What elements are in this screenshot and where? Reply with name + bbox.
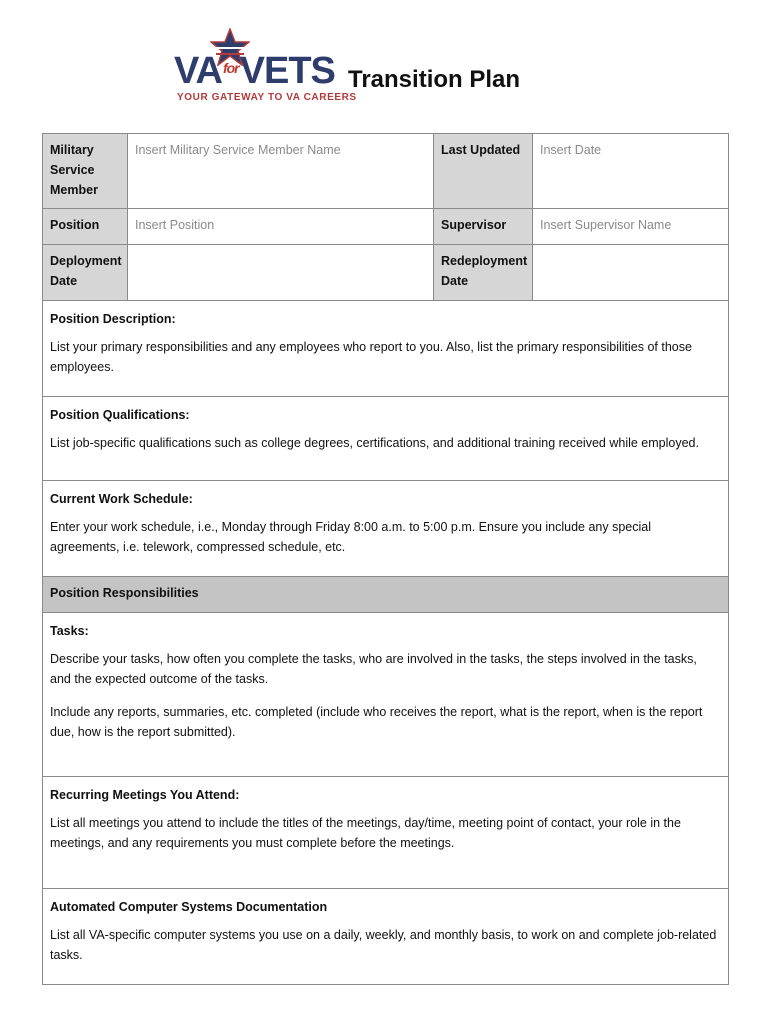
member-name-field[interactable]: Insert Military Service Member Name	[128, 134, 434, 209]
supervisor-label: Supervisor	[434, 209, 533, 245]
recurring-meetings-title: Recurring Meetings You Attend:	[50, 788, 240, 802]
work-schedule-block[interactable]	[43, 481, 729, 577]
qualifications-row	[43, 397, 729, 481]
tasks-text-2: Include any reports, summaries, etc. completed (include who receives the report, what is the report, when is the report due, how is the report submitted).	[50, 705, 703, 739]
position-description-block[interactable]	[43, 301, 729, 397]
position-responsibilities-header: Position Responsibilities	[43, 577, 729, 613]
meetings-row	[43, 777, 729, 889]
recurring-meetings-block[interactable]	[43, 777, 729, 889]
deployment-date-field[interactable]	[128, 245, 434, 301]
redeployment-date-label: Redeployment Date	[434, 245, 533, 301]
deployment-date-label: Deployment Date	[43, 245, 128, 301]
tasks-text-1: Describe your tasks, how often you complete the tasks, who are involved in the tasks, the steps involved in the tasks, and the expected outcome of the tasks.	[50, 652, 697, 686]
position-label: Position	[43, 209, 128, 245]
last-updated-field[interactable]: Insert Date	[533, 134, 729, 209]
recurring-meetings-text: List all meetings you attend to include the titles of the meetings, day/time, meeting point of contact, your role in the meetings, and any requirements you must complete before the meetings.	[50, 816, 681, 850]
last-updated-label: Last Updated	[434, 134, 533, 209]
va-for-vets-logo	[170, 28, 357, 106]
position-qualifications-text: List job-specific qualifications such as college degrees, certifications, and additional training received while employed.	[50, 436, 699, 450]
schedule-row	[43, 481, 729, 577]
logo-wordmark: $VA^{for}VETS$	[174, 50, 335, 92]
position-description-text: List your primary responsibilities and any employees who report to you. Also, list the primary responsibilities of those employees.	[50, 340, 692, 374]
position-description-title: Position Description:	[50, 312, 176, 326]
member-row	[43, 134, 729, 209]
position-qualifications-title: Position Qualifications:	[50, 408, 190, 422]
deployment-row	[43, 245, 729, 301]
logo-tagline: YOUR GATEWAY TO VA CAREERS	[177, 92, 357, 103]
work-schedule-text: Enter your work schedule, i.e., Monday through Friday 8:00 a.m. to 5:00 p.m. Ensure you include any special agreements, i.e. telework, compressed schedule, etc.	[50, 520, 652, 554]
position-qualifications-block[interactable]	[43, 397, 729, 481]
computer-systems-text: List all VA-specific computer systems you use on a daily, weekly, and monthly basis, to work on and complete job-related tasks.	[50, 928, 717, 962]
systems-row	[43, 889, 729, 985]
page-header	[170, 28, 570, 106]
tasks-title: Tasks:	[50, 624, 89, 638]
tasks-row	[43, 613, 729, 777]
computer-systems-title: Automated Computer Systems Documentation	[50, 900, 328, 914]
responsibilities-header-row	[43, 577, 729, 613]
member-label: Military Service Member	[43, 134, 128, 209]
transition-plan-form	[42, 133, 729, 985]
description-row	[43, 301, 729, 397]
supervisor-field[interactable]: Insert Supervisor Name	[533, 209, 729, 245]
position-field[interactable]: Insert Position	[128, 209, 434, 245]
page-title: Transition Plan	[348, 66, 521, 93]
work-schedule-title: Current Work Schedule:	[50, 492, 193, 506]
redeployment-date-field[interactable]	[533, 245, 729, 301]
position-row	[43, 209, 729, 245]
computer-systems-block[interactable]	[43, 889, 729, 985]
tasks-block[interactable]	[43, 613, 729, 777]
